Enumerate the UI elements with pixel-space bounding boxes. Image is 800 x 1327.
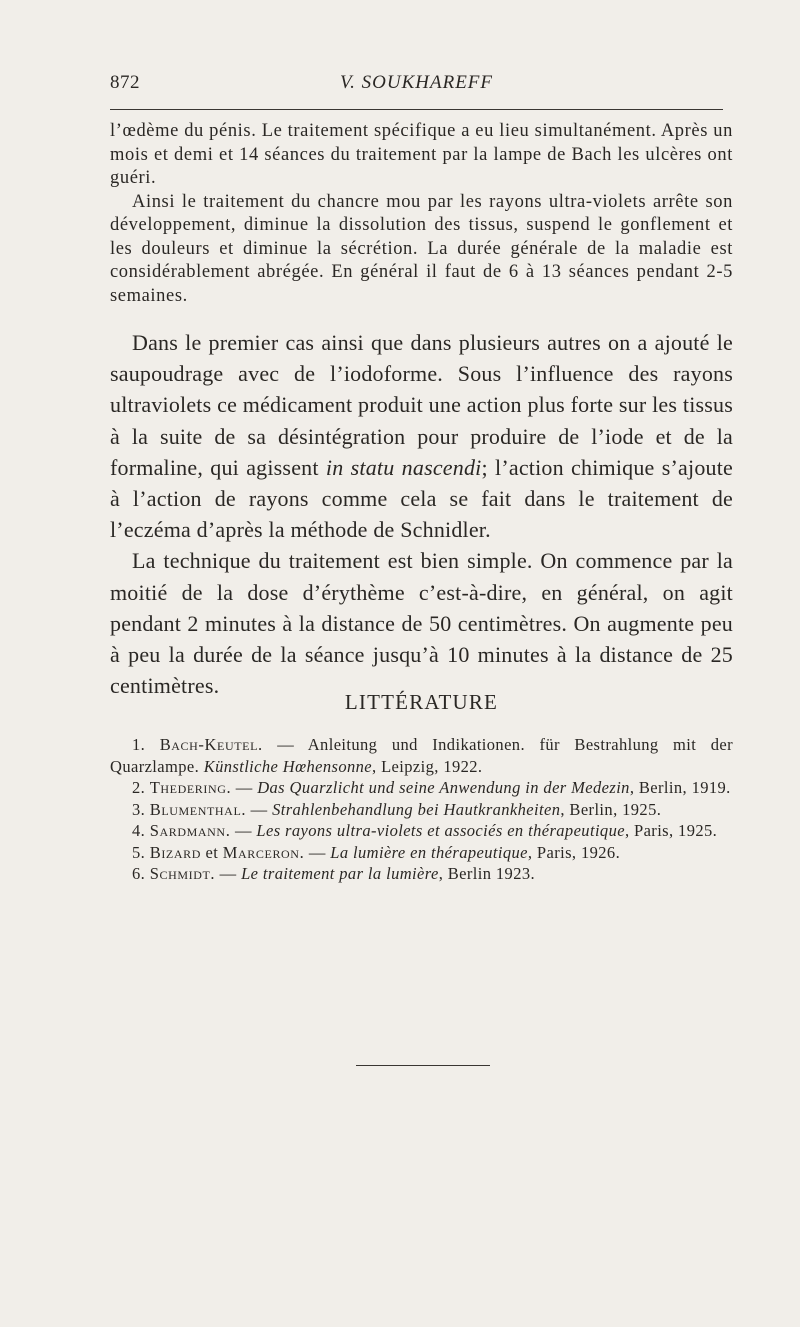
paragraph-chancre: Ainsi le traitement du chancre mou par les rayons ultra-violets arrête son développement, diminue la dissolution des tissus, suspend le gonflement et les douleurs et diminue la sécrétion. La durée générale de la maladie est considérablement abrégée. En général il faut de 6 à 13 séances pendant 2-5 semaines. xyxy=(110,191,733,306)
reference-number: 1. xyxy=(132,735,146,754)
header-rule xyxy=(110,109,723,110)
reference-text: — xyxy=(230,821,257,840)
reference-title: Le traitement par la lumière xyxy=(241,864,439,883)
reference-author: Schmidt. xyxy=(149,864,216,883)
reference-title: Strahlenbehandlung bei Hautkrankheiten xyxy=(272,799,561,819)
reference-text: — xyxy=(215,864,242,883)
reference-title: Les rayons ultra-violets et associés en thérapeutique xyxy=(256,821,625,840)
reference-author: Sardmann. xyxy=(149,821,231,840)
reference-text: — Anleitung und Indikationen. für Bestrahlung mit der Quarzlampe. xyxy=(110,735,733,776)
reference-conjunction: et xyxy=(201,842,223,862)
reference-title: Künstliche Hœhensonne xyxy=(203,756,373,776)
reference-author: Bach-Keutel. xyxy=(159,735,263,754)
reference-number: 5. xyxy=(132,842,146,862)
reference-item xyxy=(110,777,733,799)
reference-number: 2. xyxy=(132,778,146,797)
reference-item xyxy=(110,863,733,885)
small-text-block xyxy=(110,120,733,308)
iodoforme-text-end: ; l’action chimique s’ajoute à l’action de rayons comme cela se fait dans le traitement de l’eczéma d’après la méthode de Schnidler. xyxy=(110,454,733,543)
reference-number: 3. xyxy=(132,799,146,819)
reference-text: — xyxy=(231,778,258,797)
reference-item xyxy=(110,799,733,821)
reference-item xyxy=(110,842,733,864)
page-number: 872 xyxy=(110,72,140,93)
reference-author: Blumenthal. xyxy=(149,799,247,819)
iodoforme-text-start: Dans le premier cas ainsi que dans plusieurs autres on a ajouté le saupoudrage avec de l’iodoforme. Sous l’influence des rayons ultraviolets ce médicament produit une action plus forte sur les tissus à la suite de sa désintégration pour produire de l’iode et de la formaline, qui agissent xyxy=(110,330,733,480)
reference-text: — xyxy=(246,799,273,819)
paragraph-technique: La technique du traitement est bien simple. On commence par la moitié de la dose d’érythème c’est-à-dire, en général, on agit pendant 2 minutes à la distance de 50 centimètres. On augmente peu à peu la durée de la séance jusqu’à 10 minutes à la distance de 25 centimètres. xyxy=(110,548,733,699)
reference-author: Bizard xyxy=(149,842,201,862)
large-text-block xyxy=(110,327,733,701)
reference-text: — xyxy=(304,842,331,862)
reference-list xyxy=(110,734,733,885)
reference-author: Thedering. xyxy=(149,778,232,797)
paragraph-iodoforme xyxy=(110,327,733,545)
reference-item xyxy=(110,734,733,777)
reference-item xyxy=(110,820,733,842)
reference-title: Das Quarzlicht und seine Anwendung in der Medezin xyxy=(257,778,630,797)
paragraph-oedeme: l’œdème du pénis. Le traitement spécifique a eu lieu simultanément. Après un mois et demi et 14 séances du traitement par la lampe de Bach les ulcères ont guéri. xyxy=(110,121,733,188)
page-header xyxy=(110,72,723,102)
reference-imprint: , Paris, 1925. xyxy=(624,821,718,840)
reference-title: La lumière en thérapeutique xyxy=(330,842,528,862)
reference-imprint: , Berlin 1923. xyxy=(438,864,536,883)
in-statu-nascendi: in statu nascendi xyxy=(325,454,482,480)
reference-number: 4. xyxy=(132,821,146,840)
literature-heading: LITTÉRATURE xyxy=(344,690,499,714)
reference-author-2: Marceron. xyxy=(222,842,305,862)
reference-imprint: , Berlin, 1919. xyxy=(629,778,731,797)
reference-number: 6. xyxy=(132,864,146,883)
reference-imprint: , Berlin, 1925. xyxy=(560,799,662,819)
reference-imprint: , Leipzig, 1922. xyxy=(372,756,483,776)
reference-imprint: , Paris, 1926. xyxy=(527,842,621,862)
running-head: V. SOUKHAREFF xyxy=(339,72,494,93)
end-rule xyxy=(356,1065,490,1066)
